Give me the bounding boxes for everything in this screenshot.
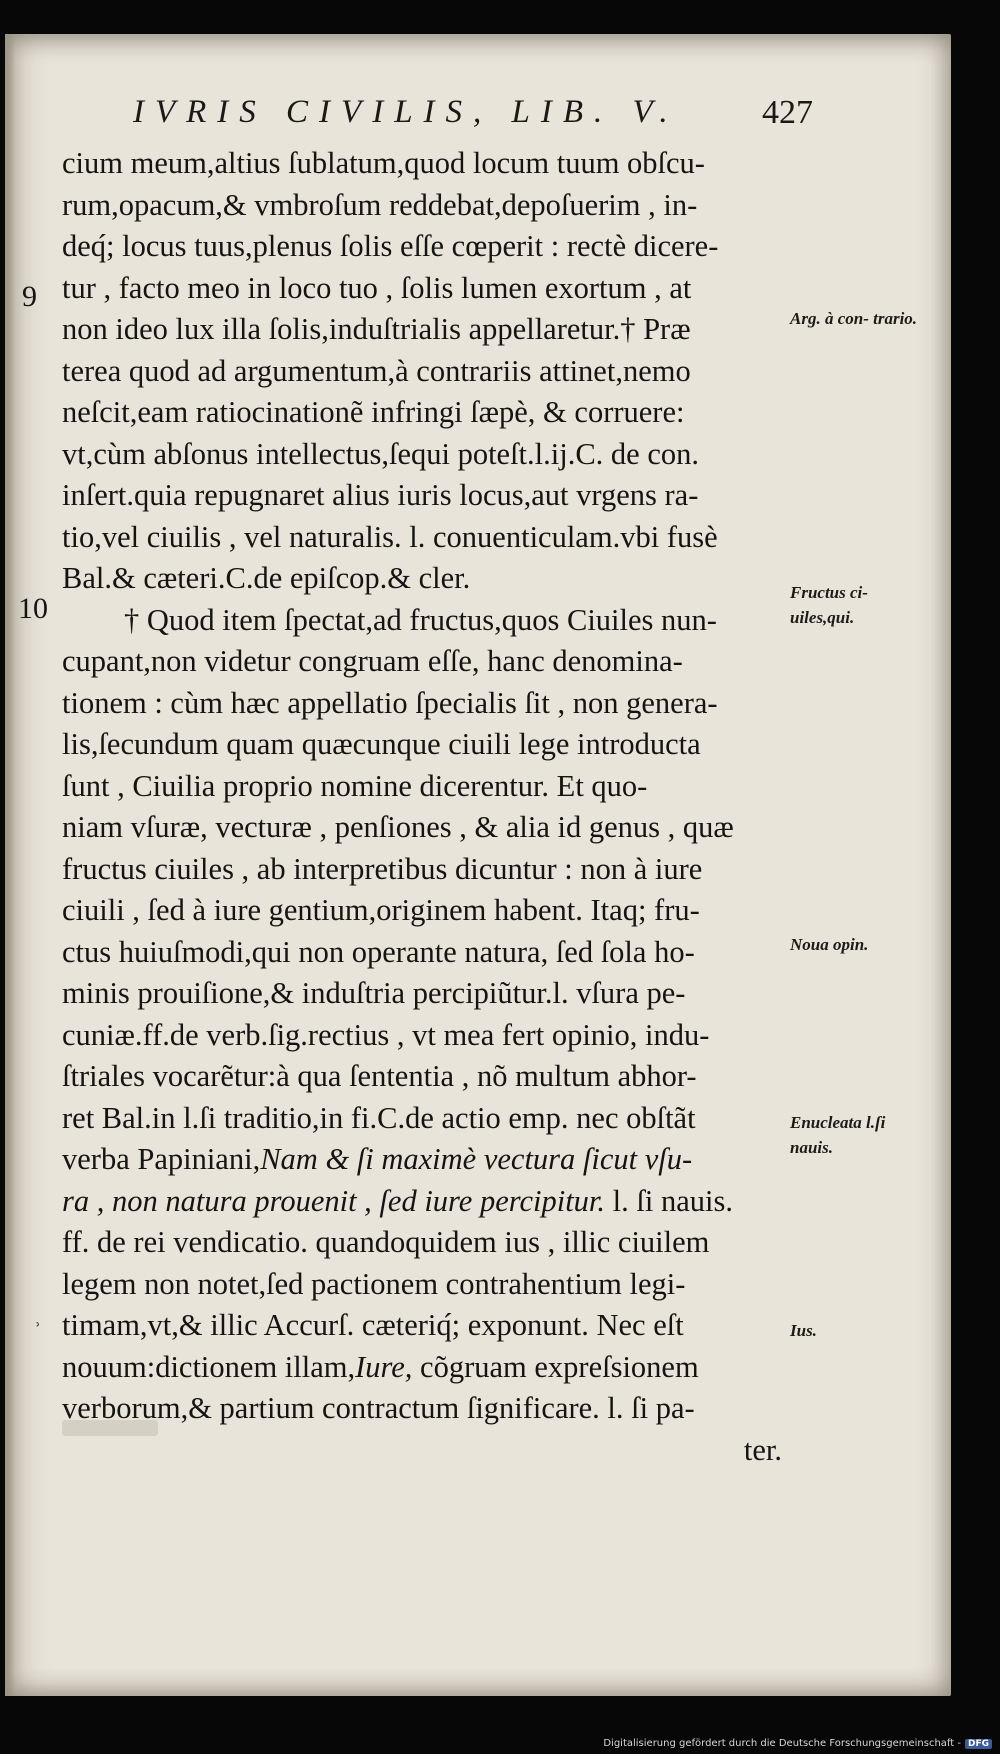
margin-number-10: 10 xyxy=(18,592,48,625)
text-line: ff. de rei vendicatio. quandoquidem ius , illic ciuilem xyxy=(62,1225,710,1259)
text-line: lis,ſecundum quam quæcunque ciuili lege introducta xyxy=(62,727,701,761)
text-line: ret Bal.in l.ſi traditio,in fi.C.de actio emp. nec obſtãt xyxy=(62,1100,696,1135)
text-line: vt,cùm abſonus intellectus,ſequi poteſt.l.ij.C. de con. xyxy=(62,436,700,471)
italic-quotation: ra , non natura prouenit , ſed iure percipitur. xyxy=(62,1183,606,1218)
text-line: ſunt , Ciuilia proprio nomine dicerentur. Et quo- xyxy=(62,768,648,803)
text-line: ciuili , ſed à iure gentium,originem habent. Itaq; fru- xyxy=(62,893,700,927)
text-line: ter. xyxy=(743,1432,782,1467)
running-title: IVRIS CIVILIS, LIB. V. xyxy=(133,94,679,130)
text-line: legem non notet,ſed pactionem contrahentium legi- xyxy=(62,1266,686,1301)
faint-offset-smudge xyxy=(62,1420,158,1436)
text-line: † Quod item ſpectat,ad fructus,quos Ciuiles nun- xyxy=(124,602,717,637)
text-line: neſcit,eam ratiocinationẽ infringi ſæpè, & corruere: xyxy=(62,395,685,429)
side-note-arg-contrario: Arg. à con- trario. xyxy=(790,309,918,328)
side-note-fructus-ciuiles: Fructus ci- uiles,qui. xyxy=(790,583,868,627)
text-line: deq́; locus tuus,plenus ſolis eſſe cœperit : rectè dicere- xyxy=(62,229,719,263)
margin-mark: ʾ xyxy=(34,1318,42,1343)
italic-quotation: Iure, xyxy=(355,1349,413,1384)
footer-credit: Digitalisierung gefördert durch die Deutsche Forschungsgemeinschaft - xyxy=(603,1738,961,1749)
text-line: niam vſuræ, vecturæ , penſiones , & alia id genus , quæ xyxy=(62,810,734,844)
text-line: ſtriales vocarẽtur:à qua ſententia , nõ multum abhor- xyxy=(62,1059,697,1093)
text-line: verborum,& partium contractum ſignificare. l. ſi pa- xyxy=(62,1391,695,1425)
page-header xyxy=(133,94,813,140)
text-line: tur , facto meo in loco tuo , ſolis lumen exortum , at xyxy=(62,270,692,305)
text-line: cium meum,altius ſublatum,quod locum tuum obſcu- xyxy=(62,146,705,180)
text-line: rum,opacum,& vmbroſum reddebat,depoſuerim , in- xyxy=(62,187,698,222)
text-line: tionem : cùm hæc appellatio ſpecialis ſit , non genera- xyxy=(62,685,718,720)
text-line: terea quod ad argumentum,à contrariis attinet,nemo xyxy=(62,353,691,388)
side-note-noua-opin: Noua opin. xyxy=(790,935,869,954)
page-gutter-shadow xyxy=(5,34,15,1696)
dfg-logo-icon: DFG xyxy=(965,1739,992,1749)
text-line: minis prouiſione,& induſtria percipiũtur.l. vſura pe- xyxy=(62,976,686,1010)
text-line xyxy=(62,1139,782,1181)
italic-quotation: Nam & ſi maximè vectura ſicut vſu- xyxy=(260,1142,693,1176)
text-run: cõgruam expreſsionem xyxy=(412,1349,699,1384)
text-line: fructus ciuiles , ab interpretibus dicuntur : non à iure xyxy=(62,851,703,886)
page-number: 427 xyxy=(762,94,813,131)
text-line: ctus huiuſmodi,qui non operante natura, ſed ſola ho- xyxy=(62,934,695,969)
text-line: tio,vel ciuilis , vel naturalis. l. conuenticulam.vbi fusè xyxy=(62,519,718,554)
text-run: l. ſi nauis. xyxy=(605,1183,733,1218)
text-line: cuniæ.ff.de verb.ſig.rectius , vt mea fert opinio, indu- xyxy=(62,1017,710,1052)
side-note-ius: Ius. xyxy=(790,1321,817,1340)
margin-number-9: 9 xyxy=(22,280,37,313)
text-line: timam,vt,& illic Accurſ. cæteriq́; exponunt. Nec eſt xyxy=(62,1308,684,1342)
side-note-enucleata: Enucleata l.ſi nauis. xyxy=(790,1113,886,1157)
text-line: non ideo lux illa ſolis,induſtrialis appellaretur.† Præ xyxy=(62,312,691,346)
text-run: nouum:dictionem illam, xyxy=(62,1349,356,1384)
main-text-block xyxy=(62,143,782,1471)
text-run: verba Papiniani, xyxy=(62,1142,261,1176)
text-line: Bal.& cæteri.C.de epiſcop.& cler. xyxy=(62,561,471,595)
text-line: cupant,non videtur congruam eſſe, hanc denomina- xyxy=(62,644,683,678)
text-line: inſert.quia repugnaret alius iuris locus,aut vrgens ra- xyxy=(62,478,699,512)
text-line xyxy=(62,1181,782,1223)
text-line xyxy=(62,1347,782,1389)
digitization-footer xyxy=(603,1738,992,1749)
